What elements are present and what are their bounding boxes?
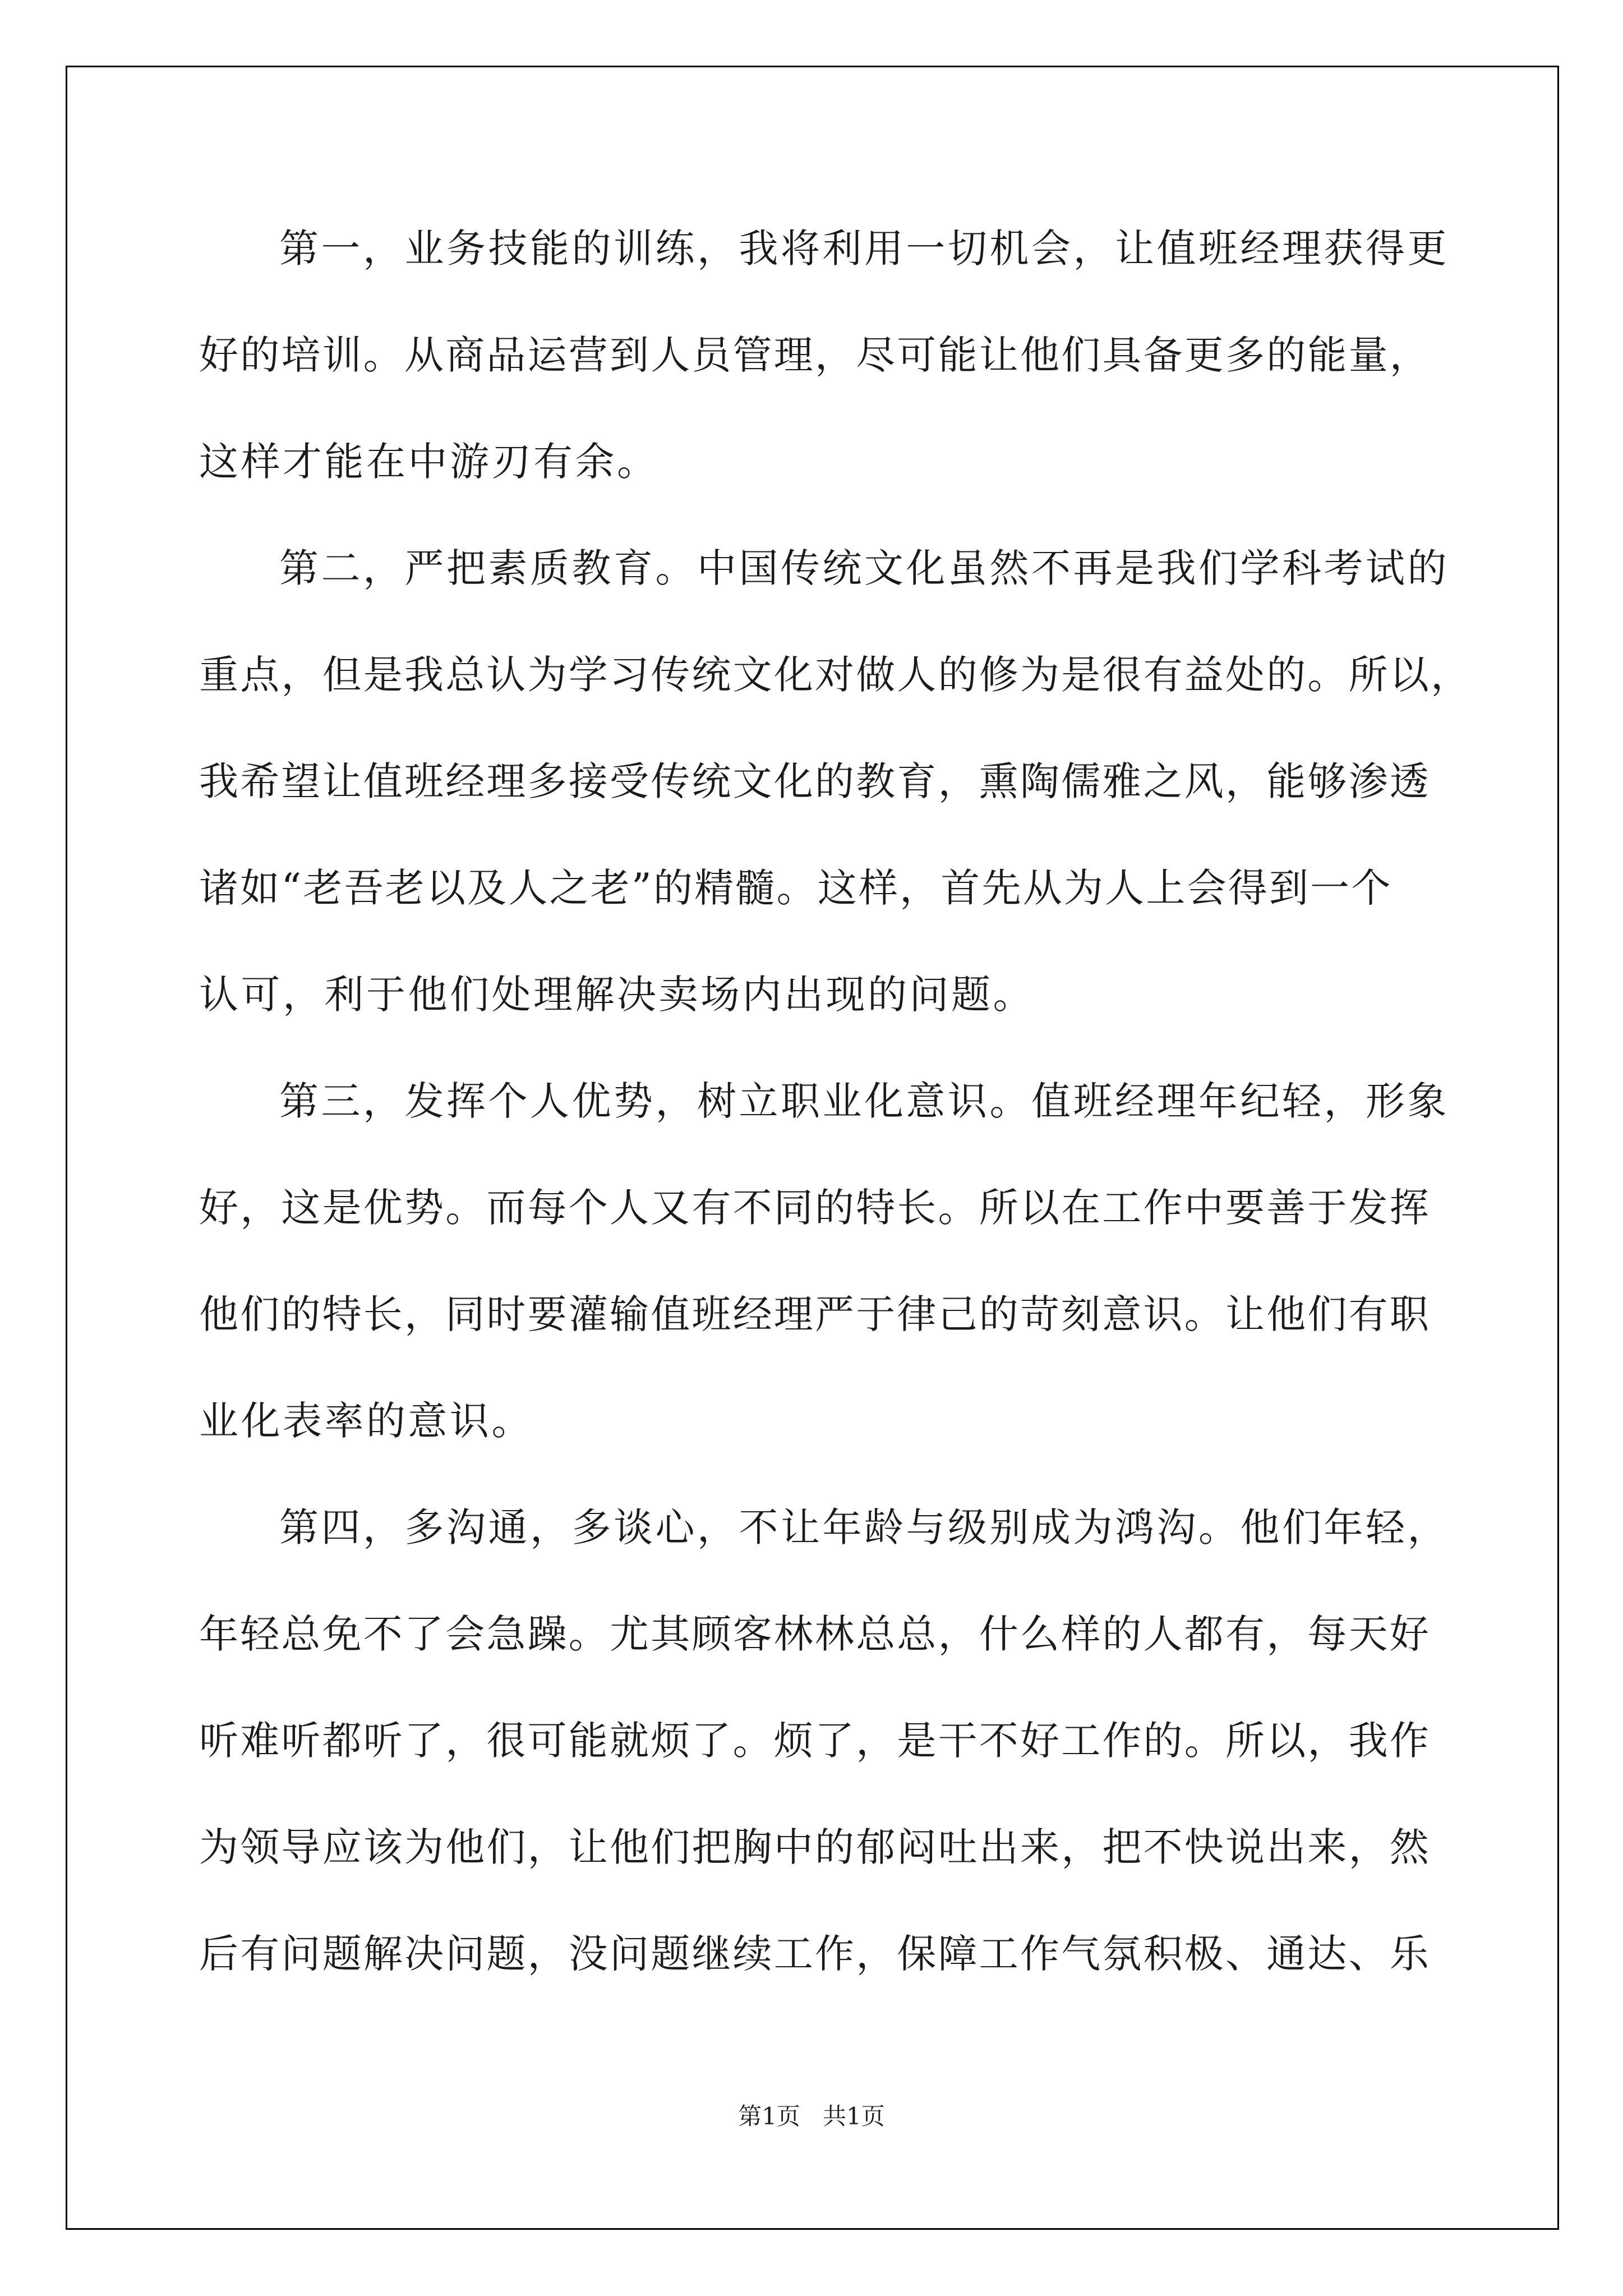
text-line: 诸如“老吾老以及人之老”的精髓。这样，首先从为人上会得到一个	[199, 865, 1393, 911]
text-line: 为领导应该为他们，让他们把胸中的郁闷吐出来，把不快说出来，然	[199, 1824, 1431, 1870]
page-border	[66, 66, 1559, 2230]
text-line: 重点，但是我总认为学习传统文化对做人的修为是很有益处的。所以，	[199, 652, 1472, 698]
text-line: 好的培训。从商品运营到人员管理，尽可能让他们具备更多的能量，	[199, 332, 1431, 378]
text-line: 第四，多沟通，多谈心，不让年龄与级别成为鸿沟。他们年轻，	[279, 1504, 1449, 1550]
text-line: 认可，利于他们处理解决卖场内出现的问题。	[199, 972, 1035, 1018]
text-line: 好，这是优势。而每个人又有不同的特长。所以在工作中要善于发挥	[199, 1185, 1431, 1231]
text-line: 他们的特长，同时要灌输值班经理严于律己的苛刻意识。让他们有职	[199, 1291, 1431, 1337]
text-line: 这样才能在中游刃有余。	[199, 439, 659, 485]
text-line: 我希望让值班经理多接受传统文化的教育，熏陶儒雅之风，能够渗透	[199, 758, 1431, 804]
page-footer: 第1页 共1页	[738, 2102, 885, 2130]
text-line: 第二，严把素质教育。中国传统文化虽然不再是我们学科考试的	[279, 545, 1449, 591]
text-line: 第三，发挥个人优势，树立职业化意识。值班经理年纪轻，形象	[279, 1078, 1449, 1124]
text-line: 年轻总免不了会急躁。尤其顾客林林总总，什么样的人都有，每天好	[199, 1611, 1431, 1657]
text-line: 后有问题解决问题，没问题继续工作，保障工作气氛积极、通达、乐	[199, 1931, 1431, 1977]
text-line: 第一，业务技能的训练，我将利用一切机会，让值班经理获得更	[279, 226, 1449, 272]
text-line: 听难听都听了，很可能就烦了。烦了，是干不好工作的。所以，我作	[199, 1718, 1431, 1764]
text-line: 业化表率的意识。	[199, 1398, 533, 1444]
